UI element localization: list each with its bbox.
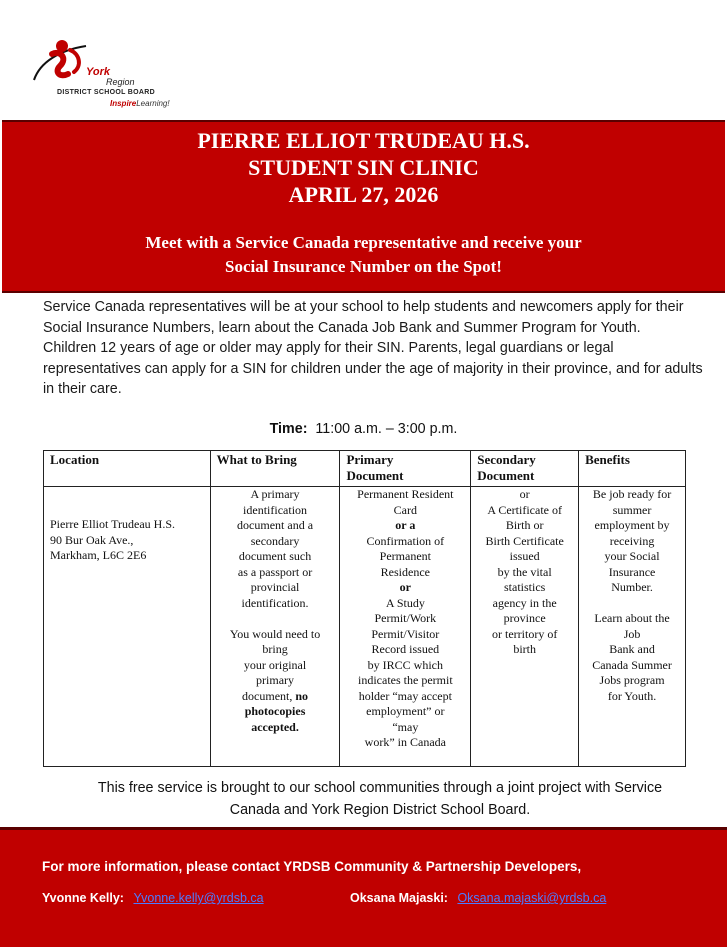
table-header-row <box>44 451 686 487</box>
closing-statement: This free service is brought to our school communities through a joint project with Service Canada and York Region District School Board. <box>97 780 663 818</box>
benefits-cell: Be job ready for summer employment by receiving your Social Insurance Number. Learn about the Job Bank and Canada Summer Jobs program for Youth. <box>579 487 686 767</box>
header-secondary-document: Secondary Document <box>471 451 579 487</box>
contact-name: Oksana Majaski: <box>350 891 448 905</box>
logo-region-text: Region <box>106 77 135 87</box>
header-what-to-bring: What to Bring <box>210 451 340 487</box>
event-title-heading: STUDENT SIN CLINIC <box>248 155 479 180</box>
header-location: Location <box>44 451 211 487</box>
time-label: Time: <box>269 421 308 437</box>
title-banner <box>2 120 725 293</box>
email-link-oksana[interactable]: Oksana.majaski@yrdsb.ca <box>457 891 607 905</box>
intro-paragraph: Service Canada representatives will be at your school to help students and newcomers apply for their Social Insurance Numbers, learn about the Canada Job Bank and Summer Program for Youth. <box>43 299 684 336</box>
header-benefits: Benefits <box>579 451 686 487</box>
yrdsb-logo <box>30 32 180 112</box>
table-row <box>44 487 686 767</box>
location-cell: Pierre Elliot Trudeau H.S. 90 Bur Oak Ave., Markham, L6C 2E6 <box>44 487 211 767</box>
intro-paragraph: Children 12 years of age or older may apply for their SIN. Parents, legal guardians or legal representatives can apply for a SIN for children under the age of majority in their province, and for adults in their care. <box>43 340 703 397</box>
email-link-yvonne[interactable]: Yvonne.kelly@yrdsb.ca <box>133 891 264 905</box>
time-value: 11:00 a.m. – 3:00 p.m. <box>315 421 458 437</box>
contact-oksana <box>350 891 606 905</box>
primary-document-cell: Permanent Resident Card or a Confirmation of Permanent Residence or A Study Permit/Work Permit/Visitor Record issued by IRCC which indicates the permit holder “may accept employment” or “may work” in Canada <box>340 487 471 767</box>
logo-swoosh-icon <box>30 32 90 92</box>
contact-footer <box>0 827 727 947</box>
logo-tagline: InspireLearning! <box>110 99 170 108</box>
banner-subtitle-line1: Meet with a Service Canada representative and receive your <box>145 233 582 252</box>
intro-text <box>43 297 703 400</box>
contact-yvonne <box>42 891 264 905</box>
header-primary-document: Primary Document <box>340 451 471 487</box>
what-to-bring-cell: A primary identification document and a secondary document such as a passport or provincial identification. You would need to bring your original primary document, no photocopies accepted. <box>210 487 340 767</box>
logo-york-text: York <box>86 66 111 78</box>
secondary-document-cell: or A Certificate of Birth or Birth Certificate issued by the vital statistics agency in the province or territory of birth <box>471 487 579 767</box>
footer-heading: For more information, please contact YRDSB Community & Partnership Developers, <box>42 859 582 874</box>
school-name-heading: PIERRE ELLIOT TRUDEAU H.S. <box>197 128 530 153</box>
event-time <box>0 421 727 437</box>
contact-name: Yvonne Kelly: <box>42 891 124 905</box>
event-date-heading: APRIL 27, 2026 <box>288 182 439 207</box>
banner-subtitle-line2: Social Insurance Number on the Spot! <box>225 257 502 276</box>
logo-board-text: DISTRICT SCHOOL BOARD <box>57 89 155 96</box>
requirements-table <box>43 450 686 767</box>
